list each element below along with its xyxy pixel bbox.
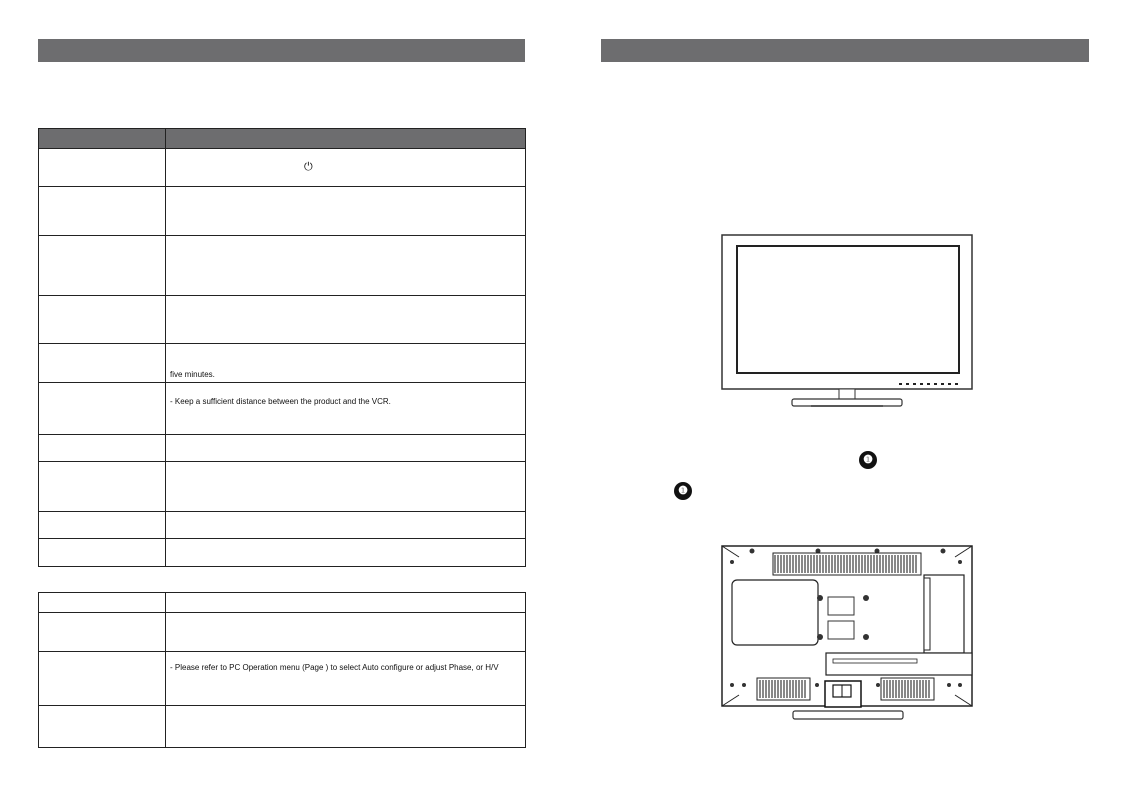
callout-marker-1: ❶ <box>859 451 877 469</box>
solution-cell: - Please refer to PC Operation menu (Page ) to select Auto configure or adjust Phase, or H/V <box>166 652 526 706</box>
solution-cell <box>166 539 526 567</box>
troubleshooting-table <box>38 128 526 567</box>
section-header-bar <box>601 39 1089 62</box>
power-icon: ⏻ <box>304 161 313 173</box>
problem-cell <box>39 512 166 539</box>
solution-cell <box>166 706 526 748</box>
problem-cell <box>39 462 166 512</box>
header-cell-problem <box>39 129 166 149</box>
table-row <box>39 236 526 296</box>
table-row <box>39 296 526 344</box>
solution-cell <box>166 435 526 462</box>
solution-cell: five minutes. <box>166 344 526 383</box>
header-cell-problem <box>39 593 166 613</box>
table-row <box>39 539 526 567</box>
problem-cell <box>39 539 166 567</box>
table-row <box>39 462 526 512</box>
problem-cell <box>39 296 166 344</box>
header-cell-solution <box>166 593 526 613</box>
solution-cell <box>166 462 526 512</box>
solution-cell <box>166 613 526 652</box>
section-header-bar <box>38 39 525 62</box>
problem-cell <box>39 435 166 462</box>
table-row <box>39 706 526 748</box>
tv-back-illustration <box>721 545 973 723</box>
table-header-row <box>39 593 526 613</box>
table-header-row <box>39 129 526 149</box>
problem-cell <box>39 187 166 236</box>
solution-cell <box>166 512 526 539</box>
solution-cell <box>166 236 526 296</box>
problem-cell <box>39 706 166 748</box>
solution-cell <box>166 149 526 187</box>
solution-cell <box>166 187 526 236</box>
table-row <box>39 149 526 187</box>
table-row <box>39 613 526 652</box>
table-row <box>39 383 526 435</box>
table-row <box>39 652 526 706</box>
table-row <box>39 512 526 539</box>
problem-cell <box>39 613 166 652</box>
problem-cell <box>39 236 166 296</box>
table-row <box>39 435 526 462</box>
solution-cell: - Keep a sufficient distance between the product and the VCR. <box>166 383 526 435</box>
problem-cell <box>39 344 166 383</box>
right-page <box>566 0 1132 800</box>
table-row <box>39 187 526 236</box>
pc-troubleshooting-table <box>38 592 526 748</box>
tv-front-illustration <box>721 234 973 414</box>
callout-marker-2: ❶ <box>674 482 692 500</box>
header-cell-solution <box>166 129 526 149</box>
problem-cell <box>39 652 166 706</box>
problem-cell <box>39 383 166 435</box>
table-row <box>39 344 526 383</box>
problem-cell <box>39 149 166 187</box>
solution-cell <box>166 296 526 344</box>
